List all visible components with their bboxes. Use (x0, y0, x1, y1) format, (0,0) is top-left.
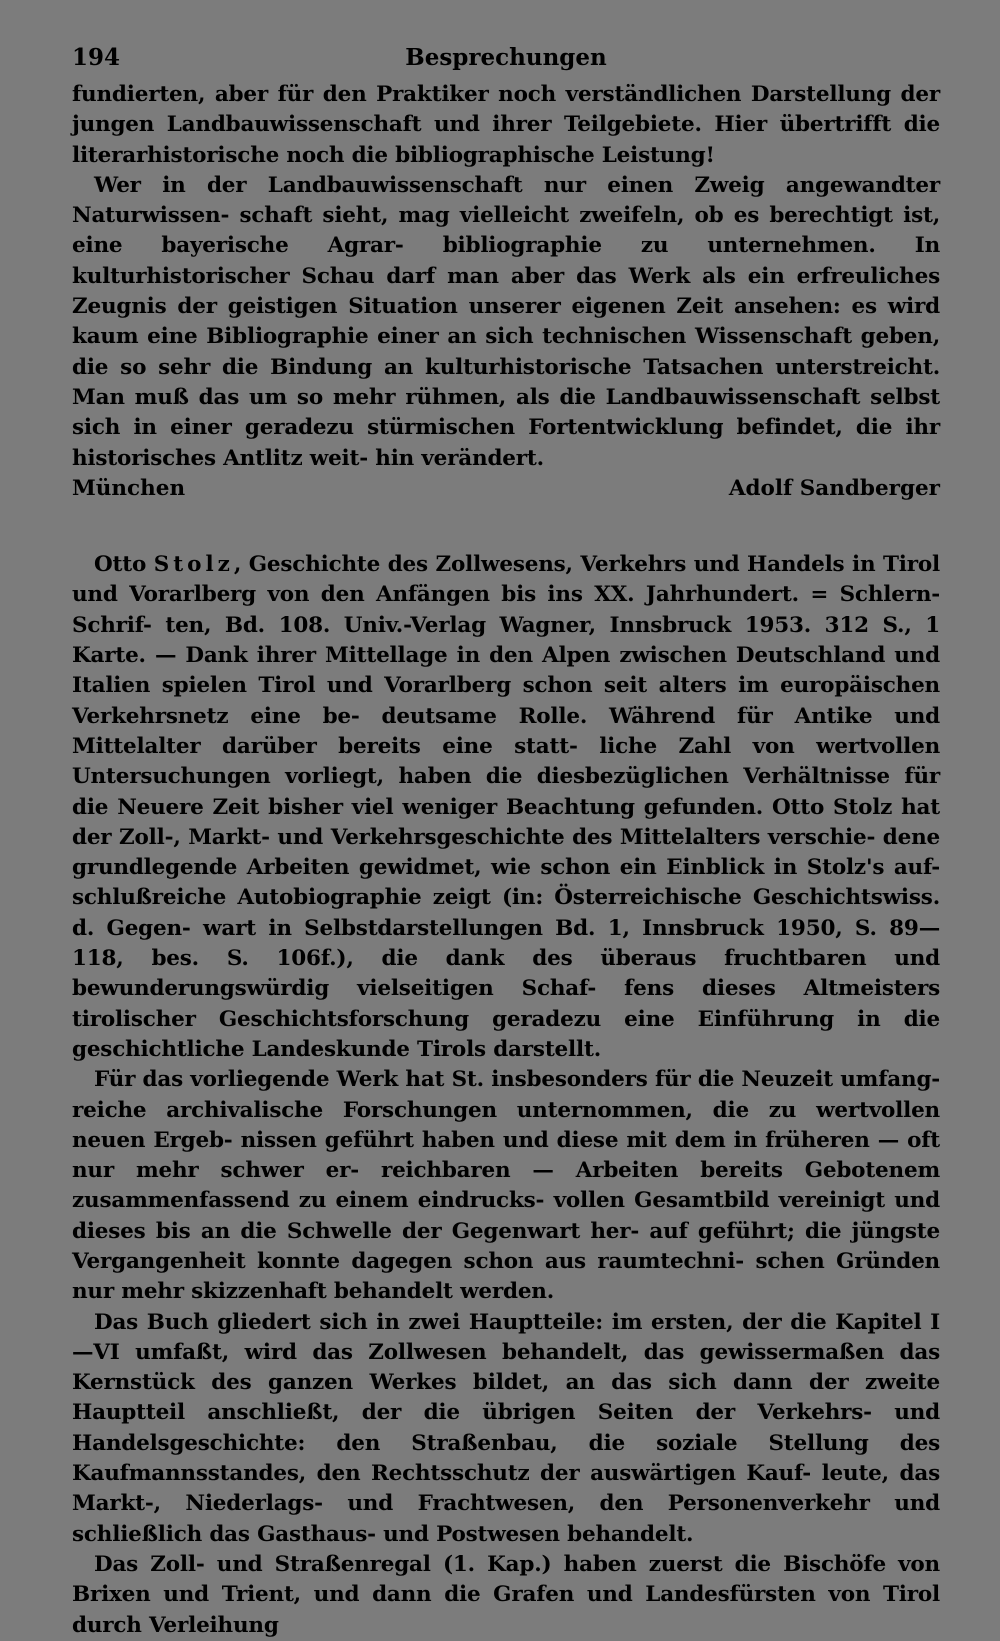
review2-paragraph-3: Das Buch gliedert sich in zwei Hauptteile: im ersten, der die Kapitel I—VI umfaßt, wird das Zollwesen behandelt, das gewissermaßen das Kernstück des ganzen Werkes bildet, an das sich dann der zweite Hauptteil anschließt, der die übrigen Seiten der Verkehrs- und Handelsgeschichte: den Straßenbau, die soziale Stellung des Kaufmannsstandes, den Rechtsschutz der auswärtigen Kauf- leute, das Markt-, Niederlags- und Frachtwesen, den Personenverkehr und schließlich das Gasthaus- und Postwesen behandelt. (72, 1309, 940, 1547)
review2-paragraph-2: Für das vorliegende Werk hat St. insbesonders für die Neuzeit umfang- reiche archivalische Forschungen unternommen, die zu wertvollen neuen Ergeb- nissen geführt haben und diese mit dem in früheren — oft nur mehr schwer er- reichbaren — Arbeiten bereits Gebotenem zusammenfassend zu einem eindrucks- vollen Gesamtbild vereinigt und dieses bis an die Schwelle der Gegenwart her- auf geführt; die jüngste Vergangenheit konnte dagegen schon aus raumtechni- schen Gründen nur mehr skizzenhaft behandelt werden. (72, 1067, 940, 1305)
review-stolz (72, 550, 940, 1641)
running-title: Besprechungen (405, 44, 607, 71)
review2-paragraph-1 (72, 550, 940, 1065)
review1-signature (72, 474, 940, 504)
review2-paragraph-4: Das Zoll- und Straßenregal (1. Kap.) haben zuerst die Bischöfe von Brixen und Trient, und dann die Grafen und Landesfürsten von Tirol durch Verleihung (72, 1551, 940, 1638)
page-header (72, 40, 940, 80)
review1-paragraph-1: fundierten, aber für den Praktiker noch verständlichen Darstellung der jungen Landbauwissenschaft und ihrer Teilgebiete. Hier übertrifft die literarhistorische noch die bibliographische Leistung! (72, 82, 940, 168)
page (72, 40, 940, 1641)
review2-author-first: Otto (94, 552, 147, 578)
section-gap (72, 504, 940, 550)
review2-citation: , Geschichte des Zollwesens, Verkehrs und Handels in Tirol und Vorarlberg von den Anfängen bis ins XX. Jahrhundert. = Schlern-Schrif- ten, Bd. 108. Univ.-Verlag Wagner, Innsbruck 1953. 312 S., 1 Karte. — Dank ihrer Mittellage in den Alpen zwischen Deutschland und Italien spielen Tirol und Vorarlberg schon seit alters im europäischen Verkehrsnetz eine be- deutsame Rolle. Während für Antike und Mittelalter darüber bereits eine statt- liche Zahl von wertvollen Untersuchungen vorliegt, haben die diesbezüglichen Verhältnisse für die Neuere Zeit bisher viel weniger Beachtung gefunden. Otto Stolz hat der Zoll-, Markt- und Verkehrsgeschichte des Mittelalters verschie- dene grundlegende Arbeiten gewidmet, wie schon ein Einblick in Stolz's auf- schlußreiche Autobiographie zeigt (in: Österreichische Geschichtswiss. d. Gegen- wart in Selbstdarstellungen Bd. 1, Innsbruck 1950, S. 89—118, bes. S. 106f.), die dank des überaus fruchtbaren und bewunderungswürdig vielseitigen Schaf- fens dieses Altmeisters tirolischer Geschichtsforschung geradezu eine Einführung in die geschichtliche Landeskunde Tirols darstellt. (72, 552, 940, 1062)
review1-paragraph-2: Wer in der Landbauwissenschaft nur einen Zweig angewandter Naturwissen- schaft sieht, mag vielleicht zweifeln, ob es berechtigt ist, eine bayerische Agrar- bibliographie zu unternehmen. In kulturhistorischer Schau darf man aber das Werk als ein erfreuliches Zeugnis der geistigen Situation unserer eigenen Zeit ansehen: es wird kaum eine Bibliographie einer an sich technischen Wissenschaft geben, die so sehr die Bindung an kulturhistorische Tatsachen unterstreicht. Man muß das um so mehr rühmen, als die Landbauwissenschaft selbst sich in einer geradezu stürmischen Fortentwicklung befindet, die ihr historisches Antlitz weit- hin verändert. (72, 172, 940, 471)
review-sandberger (72, 80, 940, 504)
review1-reviewer: Adolf Sandberger (728, 475, 940, 501)
review1-place: München (72, 475, 186, 501)
page-number: 194 (72, 44, 121, 71)
review2-author-last: Stolz (153, 552, 234, 578)
